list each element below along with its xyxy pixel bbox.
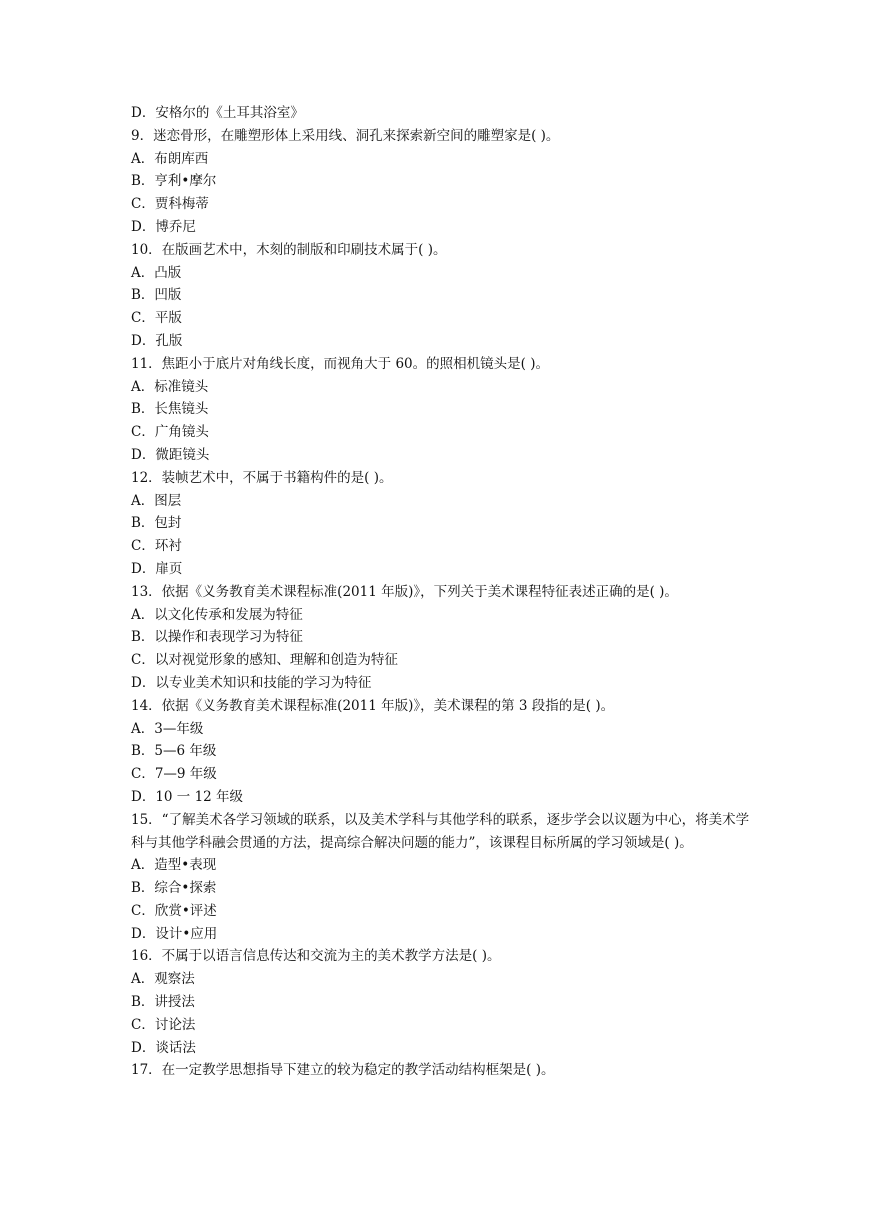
answer-option: C．贾科梅蒂 [131, 196, 209, 213]
answer-option: B．5—6 年级 [131, 743, 217, 760]
answer-option: B．讲授法 [131, 994, 195, 1011]
answer-option: A．3—年级 [131, 720, 204, 737]
answer-option: A．凸版 [131, 264, 182, 281]
answer-option: D．微距镜头 [131, 446, 210, 463]
answer-option: C．环衬 [131, 538, 182, 555]
question-stem: 17．在一定教学思想指导下建立的较为稳定的教学活动结构框架是( )。 [131, 1062, 555, 1079]
answer-option: C．欣赏•评述 [131, 902, 217, 919]
answer-option: B．以操作和表现学习为特征 [131, 629, 303, 646]
answer-option: A．观察法 [131, 971, 195, 988]
answer-option: D．10 一 12 年级 [131, 788, 244, 805]
answer-option: D．以专业美术知识和技能的学习为特征 [131, 674, 372, 691]
document-body [131, 102, 751, 1082]
answer-option: A．图层 [131, 492, 182, 509]
question-stem: 16．不属于以语言信息传达和交流为主的美术教学方法是( )。 [131, 948, 501, 965]
answer-option: D．设计•应用 [131, 925, 218, 942]
answer-option: D．安格尔的《土耳其浴室》 [131, 105, 304, 121]
answer-option: D．扉页 [131, 560, 183, 577]
question-stem: 15．“了解美术各学习领域的联系，以及美术学科与其他学科的联系，逐步学会以议题为中心，将美术学科与其他学科融会贯通的方法，提高综合解决问题的能力”，该课程目标所属的学习领域是( )。 [131, 811, 750, 851]
question-stem: 11．焦距小于底片对角线长度，而视角大于 60。的照相机镜头是( )。 [131, 355, 549, 372]
answer-option: B．包封 [131, 515, 182, 532]
answer-option: A．以文化传承和发展为特征 [131, 606, 303, 623]
answer-option: B．长焦镜头 [131, 401, 209, 418]
answer-option: C．平版 [131, 310, 182, 327]
answer-option: A．造型•表现 [131, 857, 217, 874]
answer-option: C．讨论法 [131, 1016, 196, 1033]
answer-option: D．谈话法 [131, 1039, 196, 1056]
question-stem: 9．迷恋骨形，在雕塑形体上采用线、洞孔来探索新空间的雕塑家是( )。 [131, 127, 560, 144]
answer-option: D．孔版 [131, 332, 183, 349]
answer-option: D．博乔尼 [131, 218, 196, 235]
answer-option: A．标准镜头 [131, 378, 209, 395]
answer-option: B．凹版 [131, 287, 182, 304]
answer-option: C．7—9 年级 [131, 766, 217, 783]
answer-option: B．亨利•摩尔 [131, 173, 217, 190]
question-stem: 13．依据《义务教育美术课程标准(2011 年版)》，下列关于美术课程特征表述正确的是( )。 [131, 583, 678, 600]
question-stem: 12．装帧艺术中，不属于书籍构件的是( )。 [131, 469, 393, 486]
question-stem: 10．在版画艺术中，木刻的制版和印刷技术属于( )。 [131, 241, 447, 258]
answer-option: C．广角镜头 [131, 424, 209, 441]
answer-option: A．布朗库西 [131, 150, 209, 167]
answer-option: B．综合•探索 [131, 880, 217, 897]
answer-option: C．以对视觉形象的感知、理解和创造为特征 [131, 652, 398, 669]
question-stem: 14．依据《义务教育美术课程标准(2011 年版)》，美术课程的第 3 段指的是( )。 [131, 697, 615, 714]
